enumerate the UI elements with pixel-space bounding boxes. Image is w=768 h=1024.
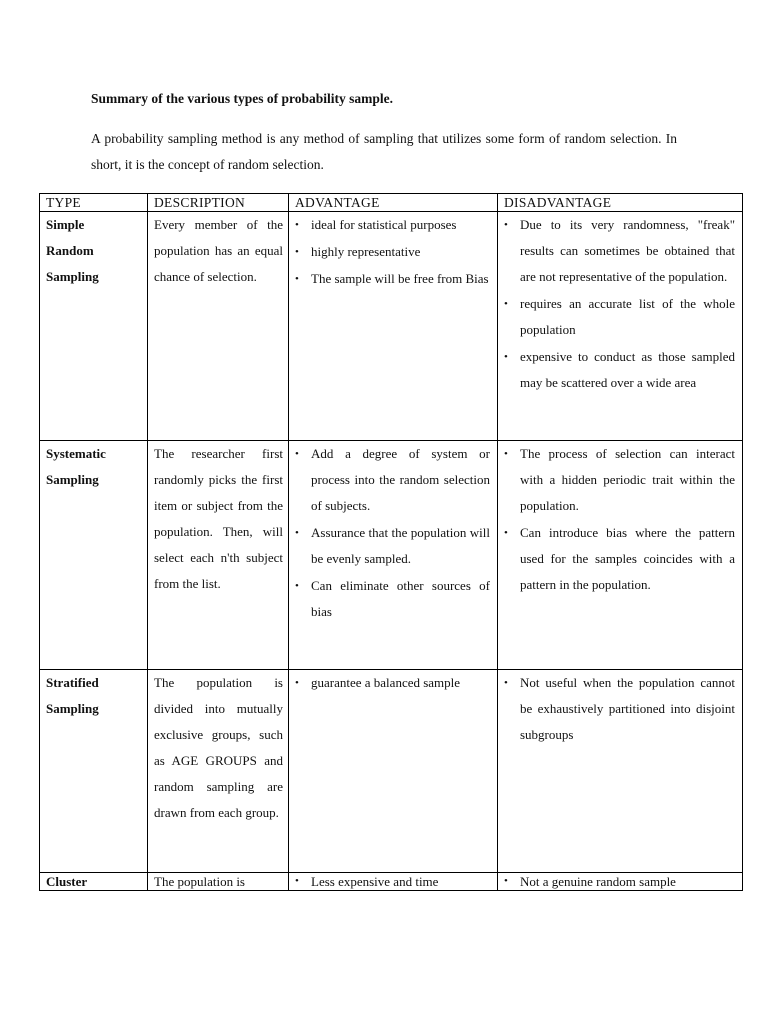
advantage-item (289, 520, 497, 572)
disadvantage-text: Not useful when the population cannot be exhaustively partitioned into disjoint subgroups (520, 675, 735, 742)
disadvantage-item (498, 873, 742, 890)
advantage-cell (289, 873, 498, 891)
advantage-cell (289, 212, 498, 441)
disadvantage-cell (498, 212, 743, 441)
bullet-icon: • (295, 448, 299, 460)
header-advantage: ADVANTAGE (289, 194, 498, 212)
advantage-item (289, 266, 497, 292)
bullet-icon: • (295, 219, 299, 231)
advantage-text: Assurance that the population will be evenly sampled. (311, 525, 490, 566)
description-cell: The researcher first randomly picks the first item or subject from the population. Then, will select each n'th subject from the list. (148, 441, 289, 670)
description-cell: The population is (148, 873, 289, 891)
disadvantage-item (498, 670, 742, 748)
description-cell: The population is divided into mutually exclusive groups, such as AGE GROUPS and random sampling are drawn from each group. (148, 670, 289, 873)
intro-paragraph: A probability sampling method is any method of sampling that utilizes some form of random selection. In short, it is the concept of random selection. (91, 131, 677, 172)
disadvantage-cell (498, 873, 743, 891)
table-row (40, 441, 743, 670)
table-header-row (40, 194, 743, 212)
disadvantage-item (498, 520, 742, 598)
advantage-text: ideal for statistical purposes (311, 217, 457, 232)
type-label: Systematic (46, 446, 106, 461)
table-row (40, 670, 743, 873)
header-type: TYPE (40, 194, 148, 212)
disadvantage-text: The process of selection can interact with a hidden periodic trait within the population. (520, 446, 735, 513)
advantage-cell (289, 670, 498, 873)
table-row (40, 212, 743, 441)
sampling-summary-table (39, 193, 743, 891)
bullet-icon: • (295, 875, 299, 887)
type-label: Sampling (46, 269, 99, 284)
disadvantage-item (498, 291, 742, 343)
type-cell (40, 670, 148, 873)
advantage-text: The sample will be free from Bias (311, 271, 489, 286)
description-cell: Every member of the population has an equal chance of selection. (148, 212, 289, 441)
type-label: Random (46, 243, 94, 258)
disadvantage-text: requires an accurate list of the whole population (520, 296, 735, 337)
advantage-cell (289, 441, 498, 670)
advantage-text: Less expensive and time (311, 874, 439, 889)
bullet-icon: • (504, 527, 508, 539)
disadvantage-text: Not a genuine random sample (520, 874, 676, 889)
bullet-icon: • (504, 875, 508, 887)
disadvantage-text: expensive to conduct as those sampled may be scattered over a wide area (520, 349, 735, 390)
disadvantage-text: Due to its very randomness, "freak" results can sometimes be obtained that are not representative of the population. (520, 217, 735, 284)
disadvantage-item (498, 441, 742, 519)
advantage-item (289, 873, 497, 890)
type-label: Sampling (46, 701, 99, 716)
bullet-icon: • (504, 448, 508, 460)
bullet-icon: • (504, 219, 508, 231)
disadvantage-text: Can introduce bias where the pattern used for the samples coincides with a pattern in the population. (520, 525, 735, 592)
bullet-icon: • (504, 298, 508, 310)
type-cell (40, 441, 148, 670)
disadvantage-item (498, 212, 742, 290)
header-disadvantage: DISADVANTAGE (498, 194, 743, 212)
bullet-icon: • (295, 246, 299, 258)
bullet-icon: • (295, 273, 299, 285)
bullet-icon: • (504, 677, 508, 689)
disadvantage-item (498, 344, 742, 396)
bullet-icon: • (295, 527, 299, 539)
advantage-text: Can eliminate other sources of bias (311, 578, 490, 619)
advantage-item (289, 212, 497, 238)
advantage-text: highly representative (311, 244, 421, 259)
type-label: Cluster (46, 874, 88, 889)
type-cell (40, 212, 148, 441)
disadvantage-cell (498, 441, 743, 670)
bullet-icon: • (295, 580, 299, 592)
type-label: Stratified (46, 675, 99, 690)
advantage-item (289, 573, 497, 625)
table-row (40, 873, 743, 891)
header-description: DESCRIPTION (148, 194, 289, 212)
disadvantage-cell (498, 670, 743, 873)
advantage-item (289, 441, 497, 519)
bullet-icon: • (295, 677, 299, 689)
advantage-text: guarantee a balanced sample (311, 675, 461, 690)
page-title: Summary of the various types of probability sample. (91, 91, 394, 106)
type-cell (40, 873, 148, 891)
advantage-item (289, 239, 497, 265)
type-label: Sampling (46, 472, 99, 487)
bullet-icon: • (504, 351, 508, 363)
type-label: Simple (46, 217, 85, 232)
advantage-item (289, 670, 497, 696)
advantage-text: Add a degree of system or process into the random selection of subjects. (311, 446, 490, 513)
